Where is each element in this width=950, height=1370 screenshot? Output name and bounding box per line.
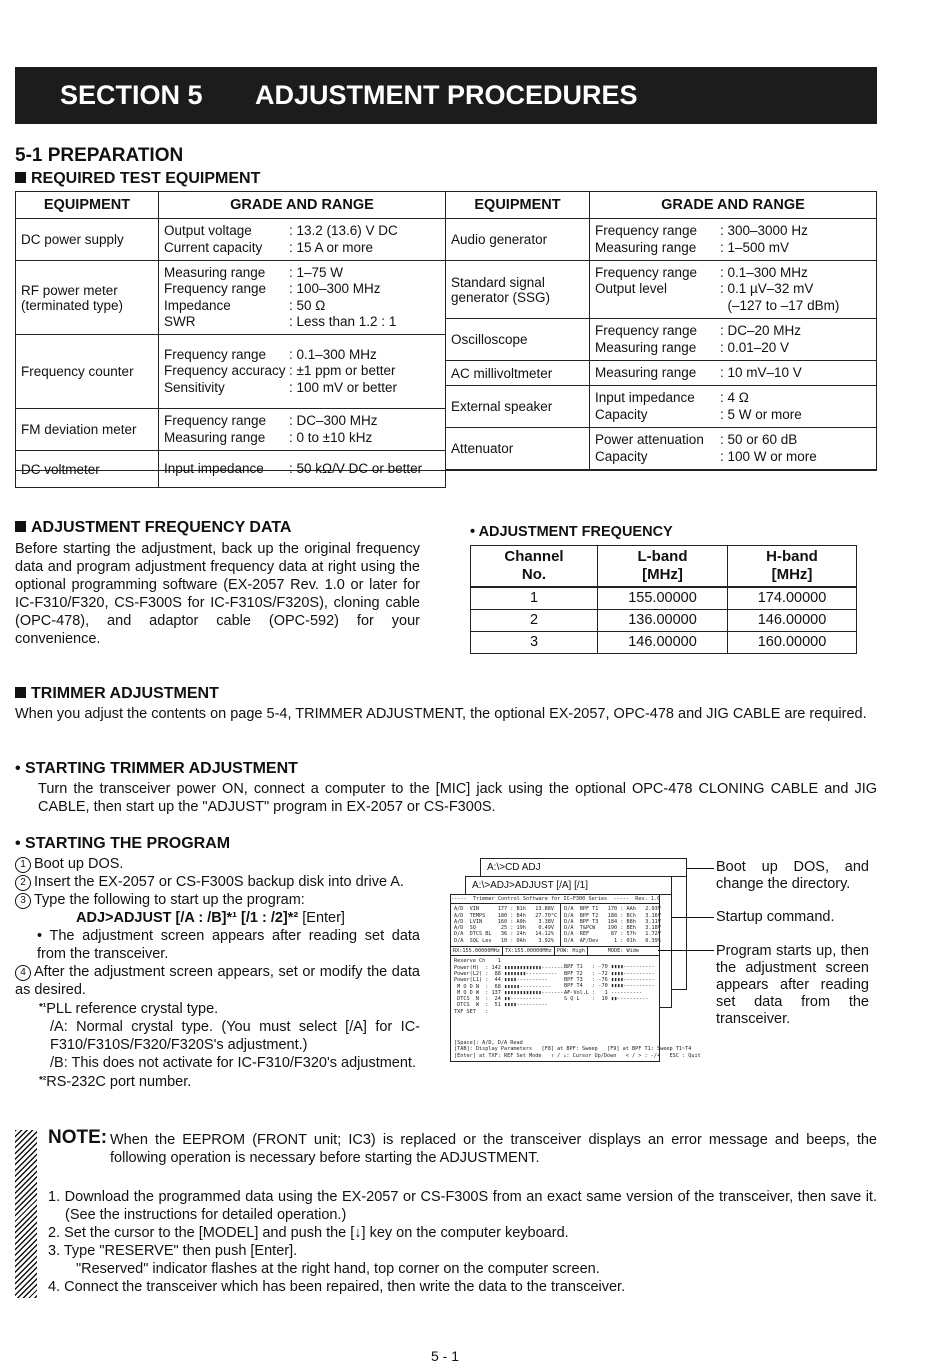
spec-value: : 1–500 mV xyxy=(720,239,790,255)
spec-value: : 0.1–300 MHz xyxy=(289,346,377,362)
equipment-spec xyxy=(590,219,877,261)
col-grade-range: GRADE AND RANGE xyxy=(590,192,877,219)
callout-line-2 xyxy=(671,917,714,918)
note-hatch-bar xyxy=(15,1130,37,1298)
section-number: SECTION 5 xyxy=(60,80,203,110)
equipment-name: RF power meter (terminated type) xyxy=(16,261,159,335)
spec-value: : 0.1–300 MHz xyxy=(720,264,808,280)
screen-readout-left: A/D VIN 177 : B1h 13.88V A/D TEMPS 180 : B4h 27.70°C A/D LVIN 160 : A0h 3.38V A/D SQ 25 : 19h 0.49V D/A DTCS BL 36 : 24h 14.12% D/A SQL Lev 10 : 0Ah 3.92% xyxy=(451,904,561,946)
step-1: 1 Boot up DOS. xyxy=(15,855,420,873)
spec-label: SWR xyxy=(164,314,196,329)
right-row xyxy=(446,319,877,361)
step-4: 4 After the adjustment screen appears, set or modify the data as desired. xyxy=(15,964,420,998)
right-row xyxy=(446,219,877,261)
spec-label: Impedance xyxy=(164,297,231,313)
screen-adjust-left: Reserve Ch 1 Power(H) : 142 ▮▮▮▮▮▮▮▮▮▮▮▮---------- Power(L2) : 88 ▮▮▮▮▮▮▮---------- Power(L1) : 44 ▮▮▮▮---------- M O D N : 68 ▮▮▮▮▮---------- M O D W : 137 ▮▮▮▮▮▮▮▮▮▮▮▮---------- DTCS N : 24 ▮▮---------- DTCS W : 51 ▮▮▮▮---------- TXF SET : xyxy=(454,958,573,1015)
right-row xyxy=(446,428,877,470)
col-grade-range: GRADE AND RANGE xyxy=(159,192,446,219)
page-number: 5 - 1 xyxy=(430,1348,459,1364)
screen-adjust-list xyxy=(451,956,659,1016)
channel-cell: 3 xyxy=(471,631,598,653)
section-header-bar xyxy=(15,67,877,124)
footnote-1-b: /B: This does not activate for IC-F310/F320's adjustment. xyxy=(50,1055,416,1071)
equipment-spec xyxy=(159,219,446,261)
note-item-3: 3. Type "RESERVE" then push [Enter]. xyxy=(48,1243,298,1259)
spec-value: : 13.2 (13.6) V DC xyxy=(289,223,398,238)
square-bullet-icon xyxy=(15,687,26,698)
equipment-spec xyxy=(590,428,877,470)
equipment-name: Oscilloscope xyxy=(446,319,590,361)
equip-heading-text: REQUIRED TEST EQUIPMENT xyxy=(31,170,261,187)
lband-cell: 146.00000 xyxy=(598,631,728,653)
spec-value: : ±1 ppm or better xyxy=(289,363,396,379)
left-header-row xyxy=(16,192,446,219)
spec-label: Current capacity xyxy=(164,239,263,255)
dos-screen-1-command: A:\>CD ADJ xyxy=(481,859,686,877)
step-3-bullet: • The adjustment screen appears after reading set data from the transceiver. xyxy=(37,928,420,962)
freq-data-text: Before starting the adjustment, back up the original frequency data and program adjustment frequency data at right using the optional programming software (EX-2057 Rev. 1.0 or later for IC-F310/F320, CS-F300S for IC-F310S/F320S), cloning cable (OPC-478), and adaptor cable (OPC-592) for your convenience. xyxy=(15,541,420,647)
spec-value: : 0 to ±10 kHz xyxy=(289,429,373,445)
spec-label: Frequency range xyxy=(595,264,698,280)
equipment-spec xyxy=(590,361,877,386)
note-item-2: 2. Set the cursor to the [MODEL] and push the [↓] key on the computer keyboard. xyxy=(48,1225,569,1241)
step-3-command: ADJ>ADJUST [/A : /B]*¹ [/1 : /2]*² [Enter] xyxy=(76,910,345,926)
spec-label: Measuring range xyxy=(595,339,697,355)
spec-label: Frequency range xyxy=(164,413,267,428)
lband-cell: 136.00000 xyxy=(598,609,728,631)
callout-line-1 xyxy=(686,868,714,869)
left-row xyxy=(16,451,446,488)
note-list xyxy=(48,1188,877,1296)
starting-program-heading: • STARTING THE PROGRAM xyxy=(15,835,231,852)
freq-table-header xyxy=(471,546,857,588)
left-row xyxy=(16,409,446,451)
step-2: 2 Insert the EX-2057 or CS-F300S backup disk into drive A. xyxy=(15,873,420,891)
lband-cell: 155.00000 xyxy=(598,587,728,609)
footnote-1-a: /A: Normal crystal type. (You must select [/A] for IC-F310/F310S/F320/F320S's adjustment.) xyxy=(50,1019,420,1053)
equip-heading xyxy=(15,170,260,188)
spec-label: Measuring range xyxy=(595,239,697,255)
freq-data-heading-text: ADJUSTMENT FREQUENCY DATA xyxy=(31,519,292,536)
circled-3-icon: 3 xyxy=(15,893,31,909)
equipment-name: External speaker xyxy=(446,386,590,428)
spec-label: Input impedance xyxy=(595,390,695,405)
spec-label: Frequency accuracy xyxy=(164,363,286,379)
adjust-program-screen xyxy=(450,894,701,1062)
equipment-name: AC millivoltmeter xyxy=(446,361,590,386)
note-item-4: 4. Connect the transceiver which has been repaired, then write the data to the transceiver. xyxy=(48,1279,626,1295)
equipment-spec xyxy=(590,319,877,361)
prep-title: 5-1 PREPARATION xyxy=(15,145,184,166)
left-row xyxy=(16,335,446,409)
freq-data-heading xyxy=(15,519,291,537)
trimmer-heading-text: TRIMMER ADJUSTMENT xyxy=(31,685,219,702)
spec-value: : DC–300 MHz xyxy=(289,413,378,428)
equipment-spec xyxy=(159,409,446,451)
spec-label: Output level xyxy=(595,281,668,297)
spec-label xyxy=(595,298,720,315)
table-row xyxy=(471,587,857,609)
hband-cell: 146.00000 xyxy=(728,609,857,631)
step-3: 3 Type the following to start up the program: xyxy=(15,891,420,909)
screen-readout-right: D/A BPF T1 170 : AAh 2.93V D/A BPF T2 188 : BCh 3.16V D/A BPF T3 184 : B8h 3.11V D/A T&PCW 190 : BEh 3.18V D/A REF 87 : 57h 1.72V D/A AF/Dev 1 : 01h 0.39% xyxy=(564,906,661,944)
spec-value: : 100 mV or better xyxy=(289,379,398,395)
square-bullet-icon xyxy=(15,521,26,532)
program-steps xyxy=(15,855,420,1091)
callout-program-starts: Program starts up, then the adjustment screen appears after reading set data from the transceiver. xyxy=(716,943,869,1027)
spec-label: Frequency range xyxy=(595,223,698,238)
spec-label: Input impedance xyxy=(164,460,264,476)
col-equipment: EQUIPMENT xyxy=(446,192,590,219)
spec-value: : 0.01–20 V xyxy=(720,339,790,355)
spec-label: Measuring range xyxy=(164,429,266,445)
hband-cell: 160.00000 xyxy=(728,631,857,653)
spec-value: : 1–75 W xyxy=(289,264,344,280)
spec-label: Measuring range xyxy=(164,264,266,280)
equipment-name: Frequency counter xyxy=(16,335,159,409)
circled-4-icon: 4 xyxy=(15,965,31,981)
equipment-spec xyxy=(159,335,446,409)
screen-adjust-right: BPF T1 : -70 ▮▮▮▮---------- BPF T2 : -72 ▮▮▮▮---------- BPF T3 : -76 ▮▮▮▮---------- BPF T4 : -70 ▮▮▮▮---------- AF Vol.L : 1 ---------- S Q L : 10 ▮▮---------- xyxy=(564,964,655,1002)
square-bullet-icon xyxy=(15,172,26,183)
note-intro: When the EEPROM (FRONT unit; IC3) is replaced or the transceiver displays an error message and beeps, the following operation is necessary before starting the ADJUSTMENT. xyxy=(110,1132,877,1166)
equipment-name: DC power supply xyxy=(16,219,159,261)
footnote-1: $^{*^1}$PLL reference crystal type. xyxy=(39,1001,219,1017)
note-item-3-sub: "Reserved" indicator flashes at the right hand, top corner on the computer screen. xyxy=(76,1261,600,1277)
spec-value: : 50 kΩ/V DC or better xyxy=(289,460,423,476)
equipment-spec xyxy=(590,386,877,428)
spec-label: Sensitivity xyxy=(164,379,225,395)
left-row xyxy=(16,261,446,335)
spec-label: Capacity xyxy=(595,406,648,422)
spec-label: Frequency range xyxy=(595,323,698,338)
freq-table-heading: • ADJUSTMENT FREQUENCY xyxy=(470,524,673,540)
col-channel: Channel No. xyxy=(471,546,598,588)
note-label: NOTE: xyxy=(48,1127,108,1148)
col-lband: L-band [MHz] xyxy=(598,546,728,588)
screen-help: [Space]: A/D, D/A Read [TAB]: Display Parameters [F8] at BPF: Sweep [F9] at BPF T1: Sweep T1~T4 [Enter] at TXF: REF Set Mode ↑ / ↓: Cursor Up/Down < / > : -/+ ESC : Quit xyxy=(454,1040,701,1059)
circled-1-icon: 1 xyxy=(15,857,31,873)
spec-label: Measuring range xyxy=(595,364,697,380)
right-row xyxy=(446,361,877,386)
spec-value: : 100–300 MHz xyxy=(289,281,381,296)
spec-value: : 100 W or more xyxy=(720,448,817,464)
table-row xyxy=(471,631,857,653)
spec-value: : Less than 1.2 : 1 xyxy=(289,314,397,329)
equipment-name: DC voltmeter xyxy=(16,451,159,488)
callout-startup-command: Startup command. xyxy=(716,909,835,925)
callout-line-3 xyxy=(658,950,714,951)
trimmer-heading xyxy=(15,685,219,703)
adjustment-frequency-table xyxy=(470,545,857,654)
channel-cell: 2 xyxy=(471,609,598,631)
spec-label: Capacity xyxy=(595,448,648,464)
spec-value: : 50 or 60 dB xyxy=(720,432,798,447)
screen-readout xyxy=(451,904,659,947)
screen-status-bar xyxy=(451,947,659,956)
spec-value: : 10 mV–10 V xyxy=(720,364,802,380)
spec-value: (–127 to –17 dBm) xyxy=(720,297,840,313)
spec-value: : 300–3000 Hz xyxy=(720,223,808,238)
table-row xyxy=(471,609,857,631)
starting-trimmer-heading: • STARTING TRIMMER ADJUSTMENT xyxy=(15,760,298,777)
channel-cell: 1 xyxy=(471,587,598,609)
spec-value: : DC–20 MHz xyxy=(720,323,802,338)
spec-label: Power attenuation xyxy=(595,432,704,447)
screen-pow: POW: High xyxy=(555,947,588,955)
equipment-name: Audio generator xyxy=(446,219,590,261)
col-hband: H-band [MHz] xyxy=(728,546,857,588)
right-header-row xyxy=(446,192,877,219)
screen-title: ----- Trimmer Control Software for IC–F300 Series ----- Rev. 1.0 xyxy=(451,895,659,904)
spec-value: : 15 A or more xyxy=(289,239,374,255)
right-row xyxy=(446,386,877,428)
spec-label: Frequency range xyxy=(164,346,267,362)
equipment-spec xyxy=(159,261,446,335)
section-title: ADJUSTMENT PROCEDURES xyxy=(255,80,638,110)
spec-label: Output voltage xyxy=(164,223,252,238)
spec-value: : 50 Ω xyxy=(289,297,326,313)
spec-value: : 4 Ω xyxy=(720,390,749,405)
equipment-spec xyxy=(159,451,446,488)
equipment-name: FM deviation meter xyxy=(16,409,159,451)
equipment-spec xyxy=(590,261,877,319)
starting-trimmer-text: Turn the transceiver power ON, connect a computer to the [MIC] jack using the optional OPC-478 CLONING CABLE and JIG CABLE, then start up the "ADJUST" program in EX-2057 or CS-F300S. xyxy=(38,781,877,815)
left-row xyxy=(16,219,446,261)
equipment-table-left xyxy=(15,191,446,488)
screen-rx: RX:155.00000MHz xyxy=(451,947,503,955)
spec-value: : 5 W or more xyxy=(720,406,802,422)
footnote-2: $^{*^2}$RS-232C port number. xyxy=(39,1074,192,1090)
note-item-1: 1. Download the programmed data using the EX-2057 or CS-F300S from an exact same version of the transceiver, then save it. (See the instructions for detailed operation.) xyxy=(48,1189,877,1223)
equipment-name: Standard signal generator (SSG) xyxy=(446,261,590,319)
spec-value: : 0.1 µV–32 mV xyxy=(720,281,814,297)
equipment-table-right xyxy=(445,191,877,470)
screen-tx: TX:155.00000MHz xyxy=(503,947,555,955)
screen-mode: MODE: Wide xyxy=(607,948,640,955)
spec-label: Frequency range xyxy=(164,281,267,296)
callout-boot-dos: Boot up DOS, and change the directory. xyxy=(716,859,869,892)
col-equipment: EQUIPMENT xyxy=(16,192,159,219)
right-row xyxy=(446,261,877,319)
hband-cell: 174.00000 xyxy=(728,587,857,609)
equipment-name: Attenuator xyxy=(446,428,590,470)
circled-2-icon: 2 xyxy=(15,875,31,891)
dos-screen-2-command: A:\>ADJ>ADJUST [/A] [/1] xyxy=(466,877,671,895)
trimmer-text: When you adjust the contents on page 5-4, TRIMMER ADJUSTMENT, the optional EX-2057, OPC-478 and JIG CABLE are required. xyxy=(15,706,867,722)
